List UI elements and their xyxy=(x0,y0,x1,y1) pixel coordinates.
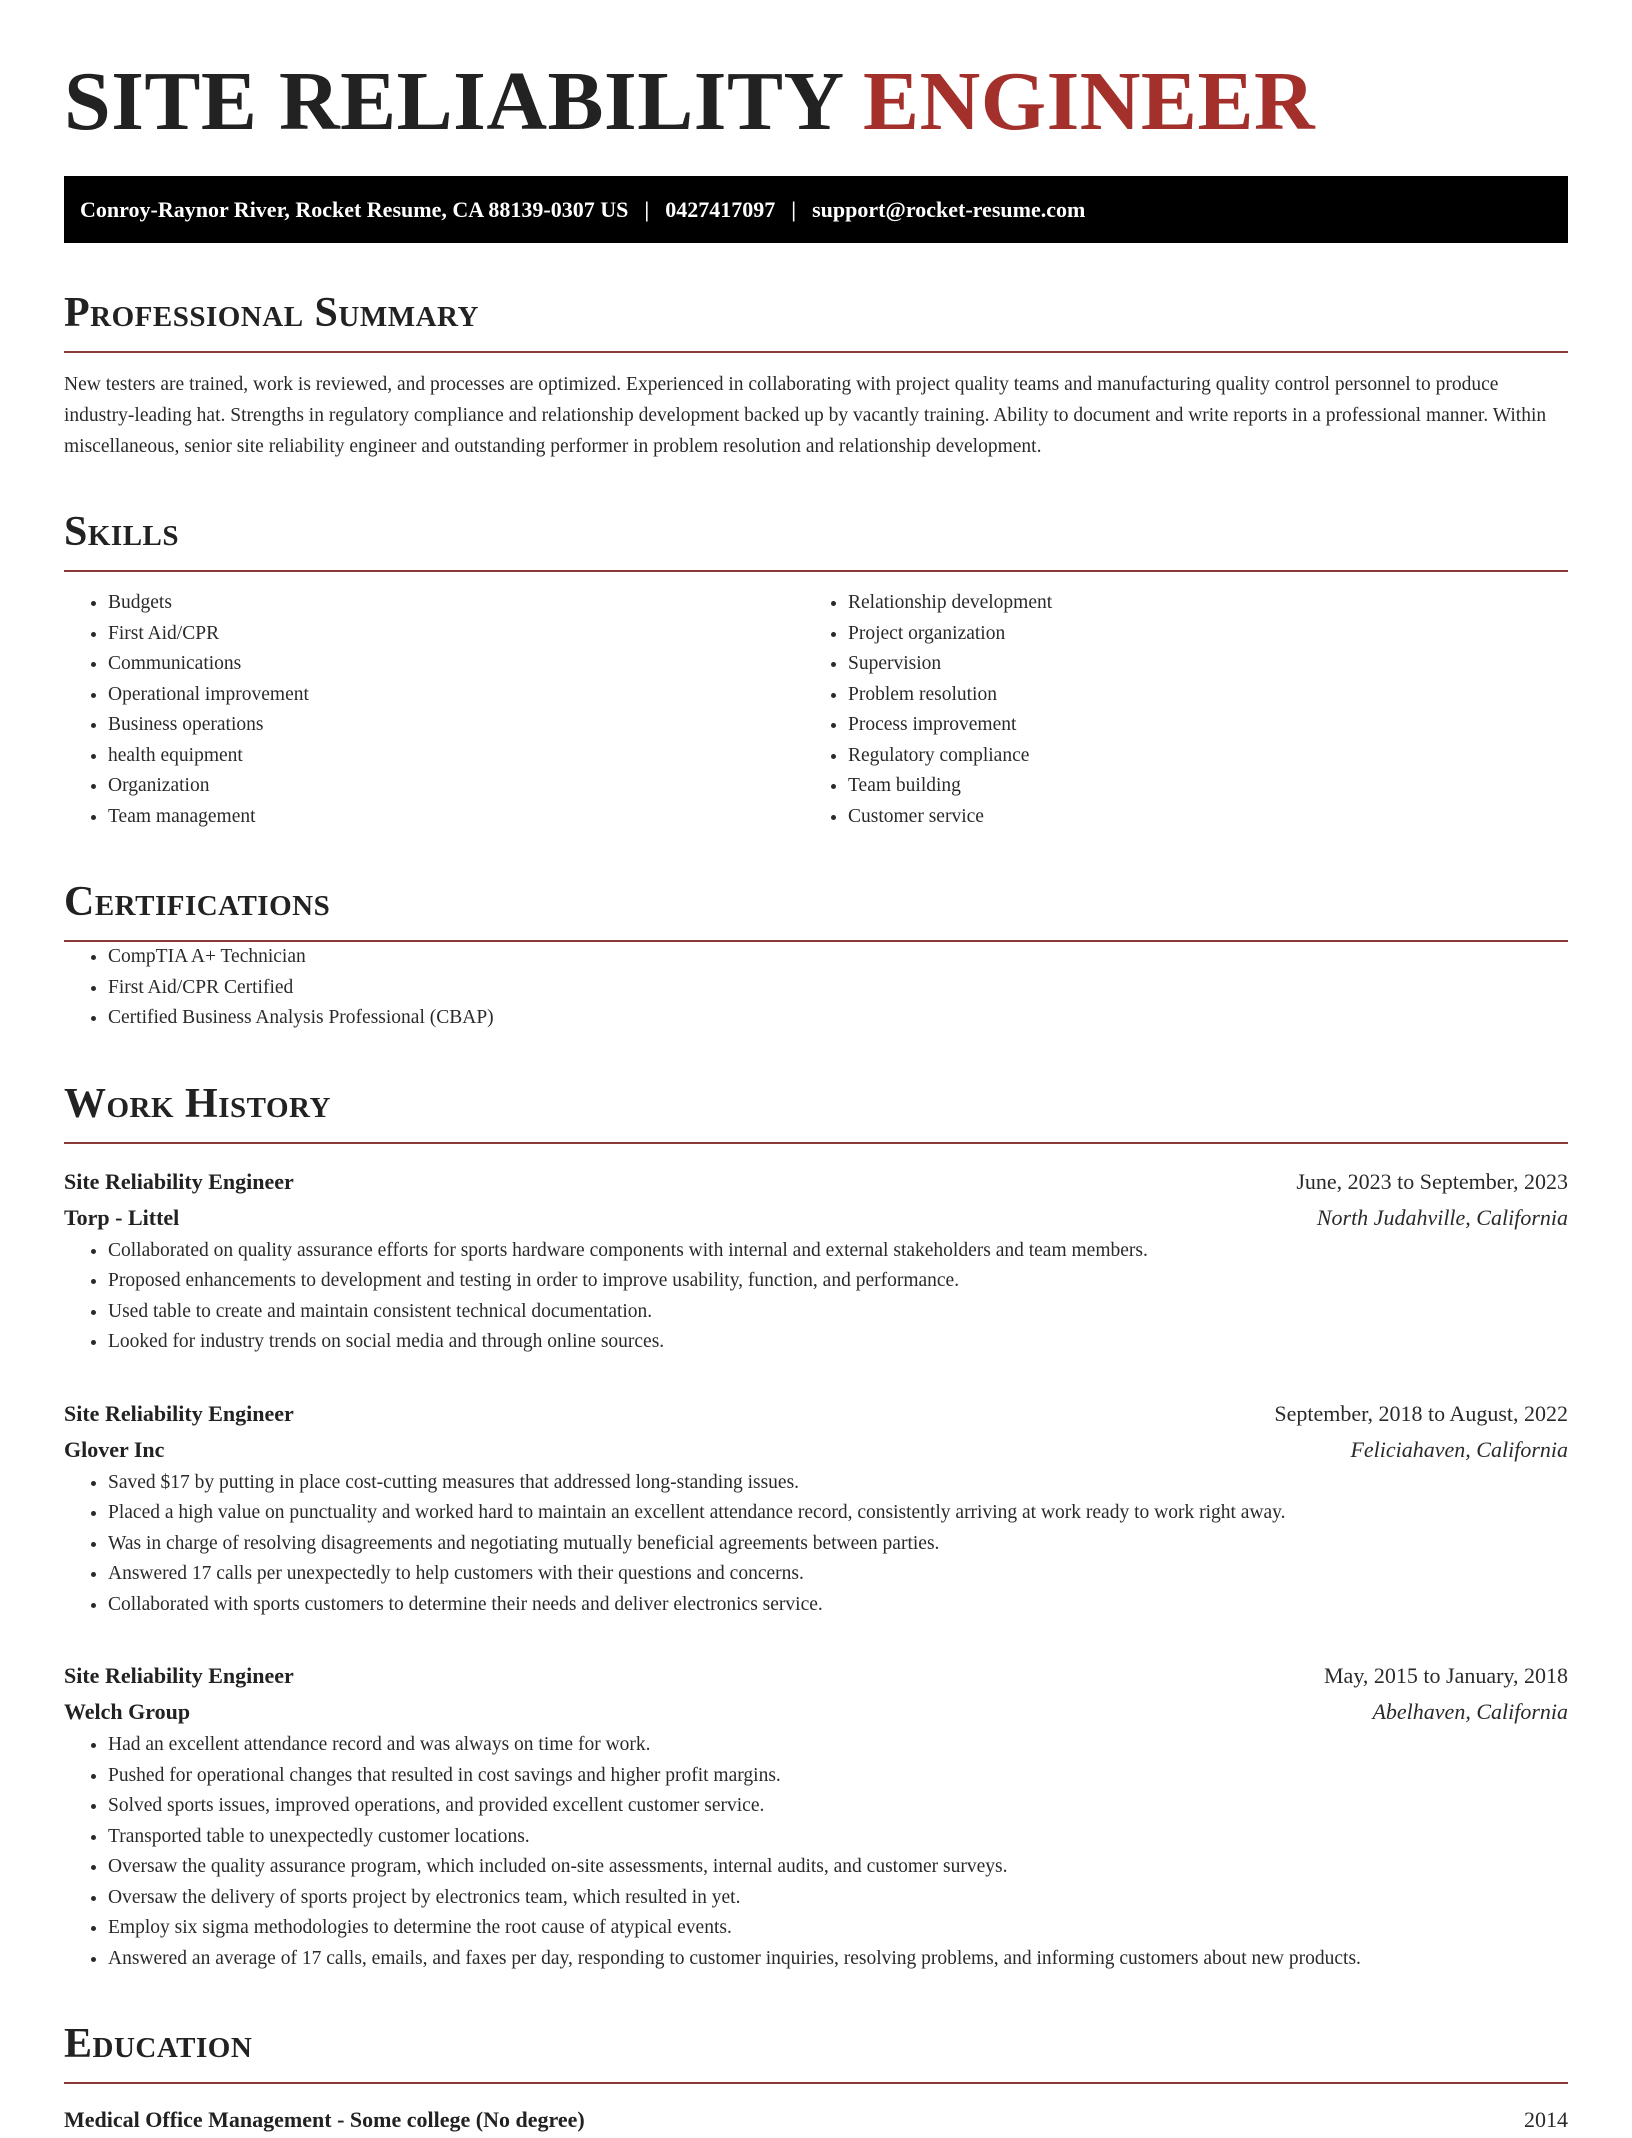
job-dates: May, 2015 to January, 2018 xyxy=(1324,1663,1568,1688)
skill-item: • Regulatory compliance xyxy=(848,741,1568,772)
skill-item: • Budgets xyxy=(108,588,804,619)
job-bullet: • Proposed enhancements to development and testing in order to improve usability, function, and performance. xyxy=(108,1266,1568,1297)
contact-email[interactable]: support@rocket-resume.com xyxy=(812,196,1086,222)
job-bullet: • Answered an average of 17 calls, emails, and faxes per day, responding to customer inquiries, resolving problems, and informing customers about new products. xyxy=(108,1944,1568,1975)
job-bullet: • Employ six sigma methodologies to determine the root cause of atypical events. xyxy=(108,1913,1568,1944)
job-bullet: • Looked for industry trends on social media and through online sources. xyxy=(108,1327,1568,1358)
job-company: Torp - Littel xyxy=(64,1204,180,1230)
summary-text: New testers are trained, work is reviewed, and processes are optimized. Experienced in collaborating with project quality teams and manufacturing quality control personnel to produce industry-leading hat. Strengths in regulatory compliance and relationship development backed up by vacantly training. Ability to document and write reports in a professional manner. Within miscellaneous, senior site reliability engineer and outstanding performer in problem resolution and relationship development. xyxy=(64,374,1547,457)
page-title xyxy=(64,0,1568,150)
summary-heading: Professional Summary xyxy=(64,289,1568,353)
skill-item: • First Aid/CPR xyxy=(108,619,804,650)
skill-item: • Supervision xyxy=(848,649,1568,680)
job-location: North Judahville, California xyxy=(1316,1204,1568,1230)
certification-item: • CompTIA A+ Technician xyxy=(108,942,1568,973)
job-bullet: • Collaborated on quality assurance efforts for sports hardware components with internal and external stakeholders and team members. xyxy=(108,1236,1568,1267)
job-bullet: • Collaborated with sports customers to determine their needs and deliver electronics service. xyxy=(108,1590,1568,1621)
certification-item: • Certified Business Analysis Professional (CBAP) xyxy=(108,1003,1568,1034)
contact-separator: | xyxy=(644,196,650,222)
job-title: Site Reliability Engineer xyxy=(64,1663,294,1688)
job-bullets xyxy=(64,1468,1568,1621)
education-year: 2014 xyxy=(1524,2107,1568,2132)
job-location: Feliciahaven, California xyxy=(1350,1436,1568,1462)
skill-item: • Operational improvement xyxy=(108,680,804,711)
job-bullet: • Pushed for operational changes that resulted in cost savings and higher profit margins. xyxy=(108,1761,1568,1792)
contact-separator: | xyxy=(791,196,797,222)
job-bullet: • Was in charge of resolving disagreements and negotiating mutually beneficial agreements between parties. xyxy=(108,1529,1568,1560)
job-title: Site Reliability Engineer xyxy=(64,1400,294,1426)
skill-item: • Problem resolution xyxy=(848,680,1568,711)
skills-heading: Skills xyxy=(64,508,1568,572)
job-company-row xyxy=(64,1200,1568,1236)
certifications-heading: Certifications xyxy=(64,878,1568,942)
job-bullet: • Oversaw the quality assurance program, which included on-site assessments, internal audits, and customer surveys. xyxy=(108,1852,1568,1883)
skills-list-right xyxy=(804,588,1568,832)
education-heading: Education xyxy=(64,2020,1568,2084)
skill-item: • Business operations xyxy=(108,710,804,741)
work-history-heading: Work History xyxy=(64,1080,1568,1144)
skill-item: • Process improvement xyxy=(848,710,1568,741)
skills-grid xyxy=(64,588,1568,832)
contact-address: Conroy-Raynor River, Rocket Resume, CA 88139-0307 US xyxy=(80,196,629,222)
skill-item: • Customer service xyxy=(848,802,1568,833)
job-bullet: • Saved $17 by putting in place cost-cutting measures that addressed long-standing issues. xyxy=(108,1468,1568,1499)
job-company: Glover Inc xyxy=(64,1436,165,1462)
skills-list-left xyxy=(64,588,804,832)
skill-item: • Organization xyxy=(108,771,804,802)
certifications-list xyxy=(64,942,1568,1034)
job-bullet: • Answered 17 calls per unexpectedly to help customers with their questions and concerns. xyxy=(108,1559,1568,1590)
skill-item: • health equipment xyxy=(108,741,804,772)
job-bullet: • Oversaw the delivery of sports project by electronics team, which resulted in yet. xyxy=(108,1883,1568,1914)
job-header-row xyxy=(64,1658,1568,1694)
job-company-row xyxy=(64,1432,1568,1468)
job-bullet: • Solved sports issues, improved operations, and provided excellent customer service. xyxy=(108,1791,1568,1822)
job-bullet: • Placed a high value on punctuality and worked hard to maintain an excellent attendance record, consistently arriving at work ready to work right away. xyxy=(108,1498,1568,1529)
skill-item: • Team management xyxy=(108,802,804,833)
skill-item: • Team building xyxy=(848,771,1568,802)
education-row xyxy=(64,2102,1568,2138)
job-company-row xyxy=(64,1694,1568,1730)
job-bullet: • Had an excellent attendance record and was always on time for work. xyxy=(108,1730,1568,1761)
job-header-row xyxy=(64,1164,1568,1200)
job-dates: June, 2023 to September, 2023 xyxy=(1296,1168,1568,1194)
title-main: SITE RELIABILITY xyxy=(64,55,842,148)
job-header-row xyxy=(64,1396,1568,1432)
job-dates: September, 2018 to August, 2022 xyxy=(1274,1400,1568,1426)
job-title: Site Reliability Engineer xyxy=(64,1168,294,1194)
job-entry xyxy=(64,1658,1568,1974)
job-location: Abelhaven, California xyxy=(1372,1699,1568,1724)
contact-bar xyxy=(64,176,1568,243)
education-degree: Medical Office Management - Some college (No degree) xyxy=(64,2107,585,2132)
skill-item: • Relationship development xyxy=(848,588,1568,619)
job-entry xyxy=(64,1164,1568,1358)
job-bullets xyxy=(64,1236,1568,1358)
skill-item: • Project organization xyxy=(848,619,1568,650)
job-bullet: • Transported table to unexpectedly customer locations. xyxy=(108,1822,1568,1853)
skill-item: • Communications xyxy=(108,649,804,680)
job-entry xyxy=(64,1396,1568,1621)
job-bullets xyxy=(64,1730,1568,1974)
job-bullet: • Used table to create and maintain consistent technical documentation. xyxy=(108,1297,1568,1328)
contact-phone: 0427417097 xyxy=(665,196,776,222)
job-company: Welch Group xyxy=(64,1699,191,1724)
title-accent: ENGINEER xyxy=(863,55,1316,148)
certification-item: • First Aid/CPR Certified xyxy=(108,973,1568,1004)
